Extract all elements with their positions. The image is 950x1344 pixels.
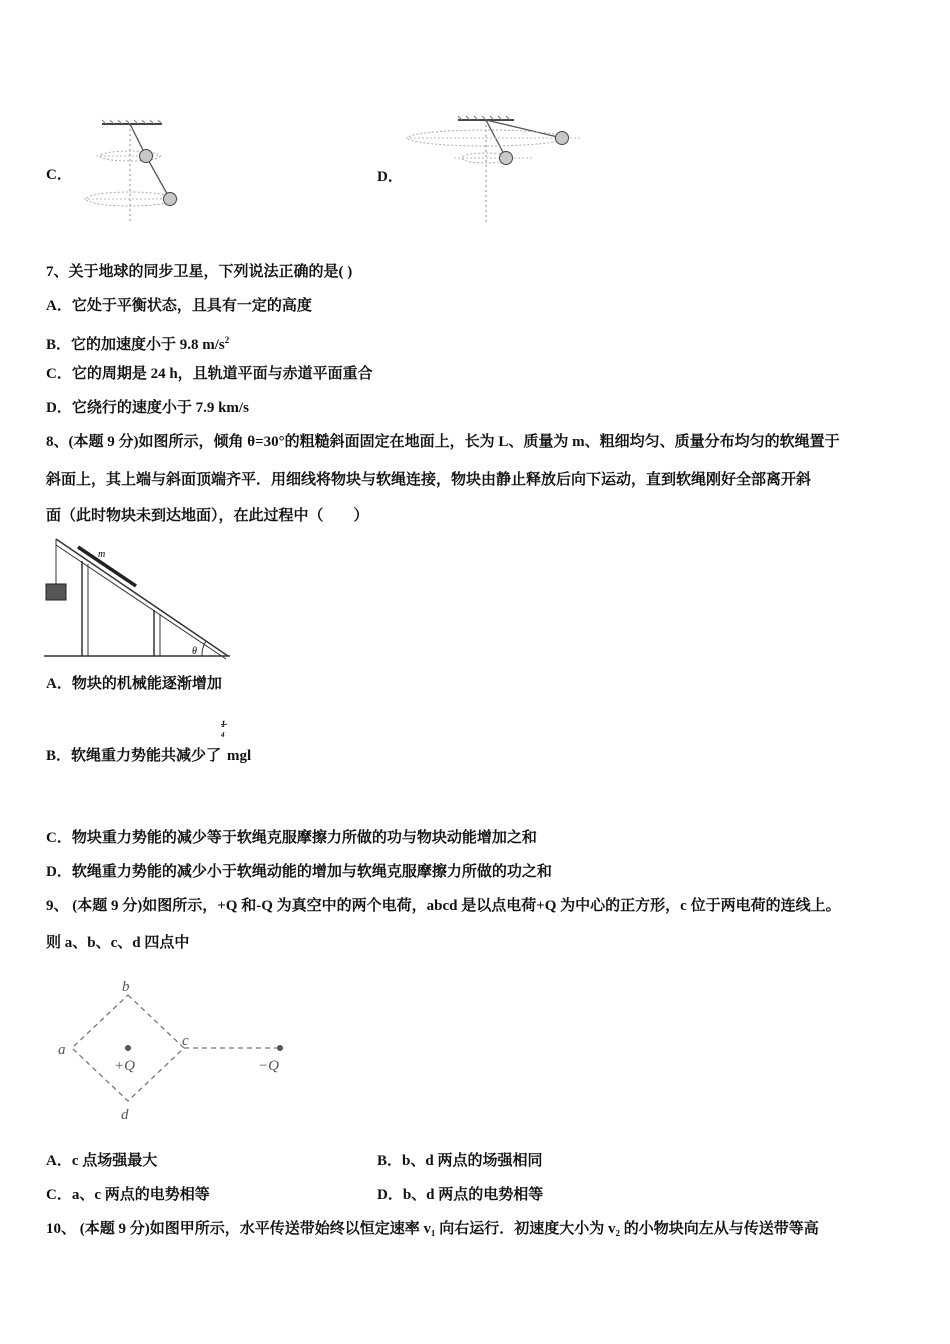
q9-label-a: a [58, 1042, 66, 1058]
q9-label-plus-q: +Q [114, 1058, 135, 1074]
q7-stem: 7、关于地球的同步卫星，下列说法正确的是( ) [46, 264, 353, 280]
q8-option-a: A．物块的机械能逐渐增加 [46, 676, 222, 692]
q9-option-a: A．c 点场强最大 [46, 1153, 158, 1169]
q6-option-d-label: D． [377, 169, 403, 185]
q8-option-c: C．物块重力势能的减少等于软绳克服摩擦力所做的功与物块动能增加之和 [46, 830, 537, 846]
q8-option-b-fraction [221, 719, 227, 760]
q9-label-b: b [122, 979, 130, 995]
q9-option-b: B．b、d 两点的场强相同 [377, 1153, 543, 1169]
q7-option-a: A．它处于平衡状态，且具有一定的高度 [46, 298, 312, 314]
q8-option-b-text: B．软绳重力势能共减少了 [46, 748, 222, 764]
q9-stem-line1: 9、 (本题 9 分)如图所示，+Q 和-Q 为真空中的两个电荷，abcd 是以点电荷+Q 为中心的正方形，c 位于两电荷的连线上。 [46, 898, 841, 914]
q7-option-b-sup: 2 [224, 335, 230, 345]
q8-incline-figure [42, 534, 232, 664]
q8-stem-line1: 8、(本题 9 分)如图所示，倾角 θ=30°的粗糙斜面固定在地面上，长为 L、质量为 m、粗细均匀、质量分布均匀的软绳置于 [46, 434, 840, 450]
q9-label-d: d [121, 1107, 129, 1123]
q9-option-c: C．a、c 两点的电势相等 [46, 1187, 210, 1203]
q8-stem-line2: 斜面上，其上端与斜面顶端齐平．用细线将物块与软绳连接，物块由静止释放后向下运动，直到软绳刚好全部离开斜 [46, 472, 812, 488]
q8-stem-line3: 面（此时物块未到达地面），在此过程中（ ） [46, 508, 369, 524]
q6-figure-d [404, 112, 584, 224]
q7-option-d: D．它绕行的速度小于 7.9 km/s [46, 400, 249, 416]
q8-option-b-post: mgl [227, 748, 252, 764]
q9-stem-line2: 则 a、b、c、d 四点中 [46, 935, 190, 951]
q9-label-c: c [182, 1033, 189, 1049]
q6-figure-c [76, 118, 196, 223]
q9-label-minus-q: −Q [258, 1058, 279, 1074]
q9-charges-figure [52, 975, 302, 1125]
q9-option-d: D．b、d 两点的电势相等 [377, 1187, 544, 1203]
q8-figure-angle-label: θ [192, 646, 197, 657]
q8-option-d: D．软绳重力势能的减少小于软绳动能的增加与软绳克服摩擦力所做的功之和 [46, 864, 552, 880]
q10-stem-line1: 10、 (本题 9 分)如图甲所示，水平传送带始终以恒定速率 v₁ 向右运行．初速度大小为 v₂ 的小物块向左从与传送带等高 [46, 1221, 819, 1237]
q6-option-c-label: C． [46, 167, 72, 183]
q7-option-b [46, 330, 229, 355]
q7-option-b-text: B．它的加速度小于 9.8 m/s [46, 337, 225, 353]
q8-fraction-denominator: 4 [221, 731, 225, 739]
q7-option-c: C．它的周期是 24 h，且轨道平面与赤道平面重合 [46, 366, 373, 382]
q8-option-b [46, 719, 252, 766]
q8-figure-mass-label: m [98, 549, 106, 560]
q8-fraction-numerator: 1 [221, 719, 226, 729]
